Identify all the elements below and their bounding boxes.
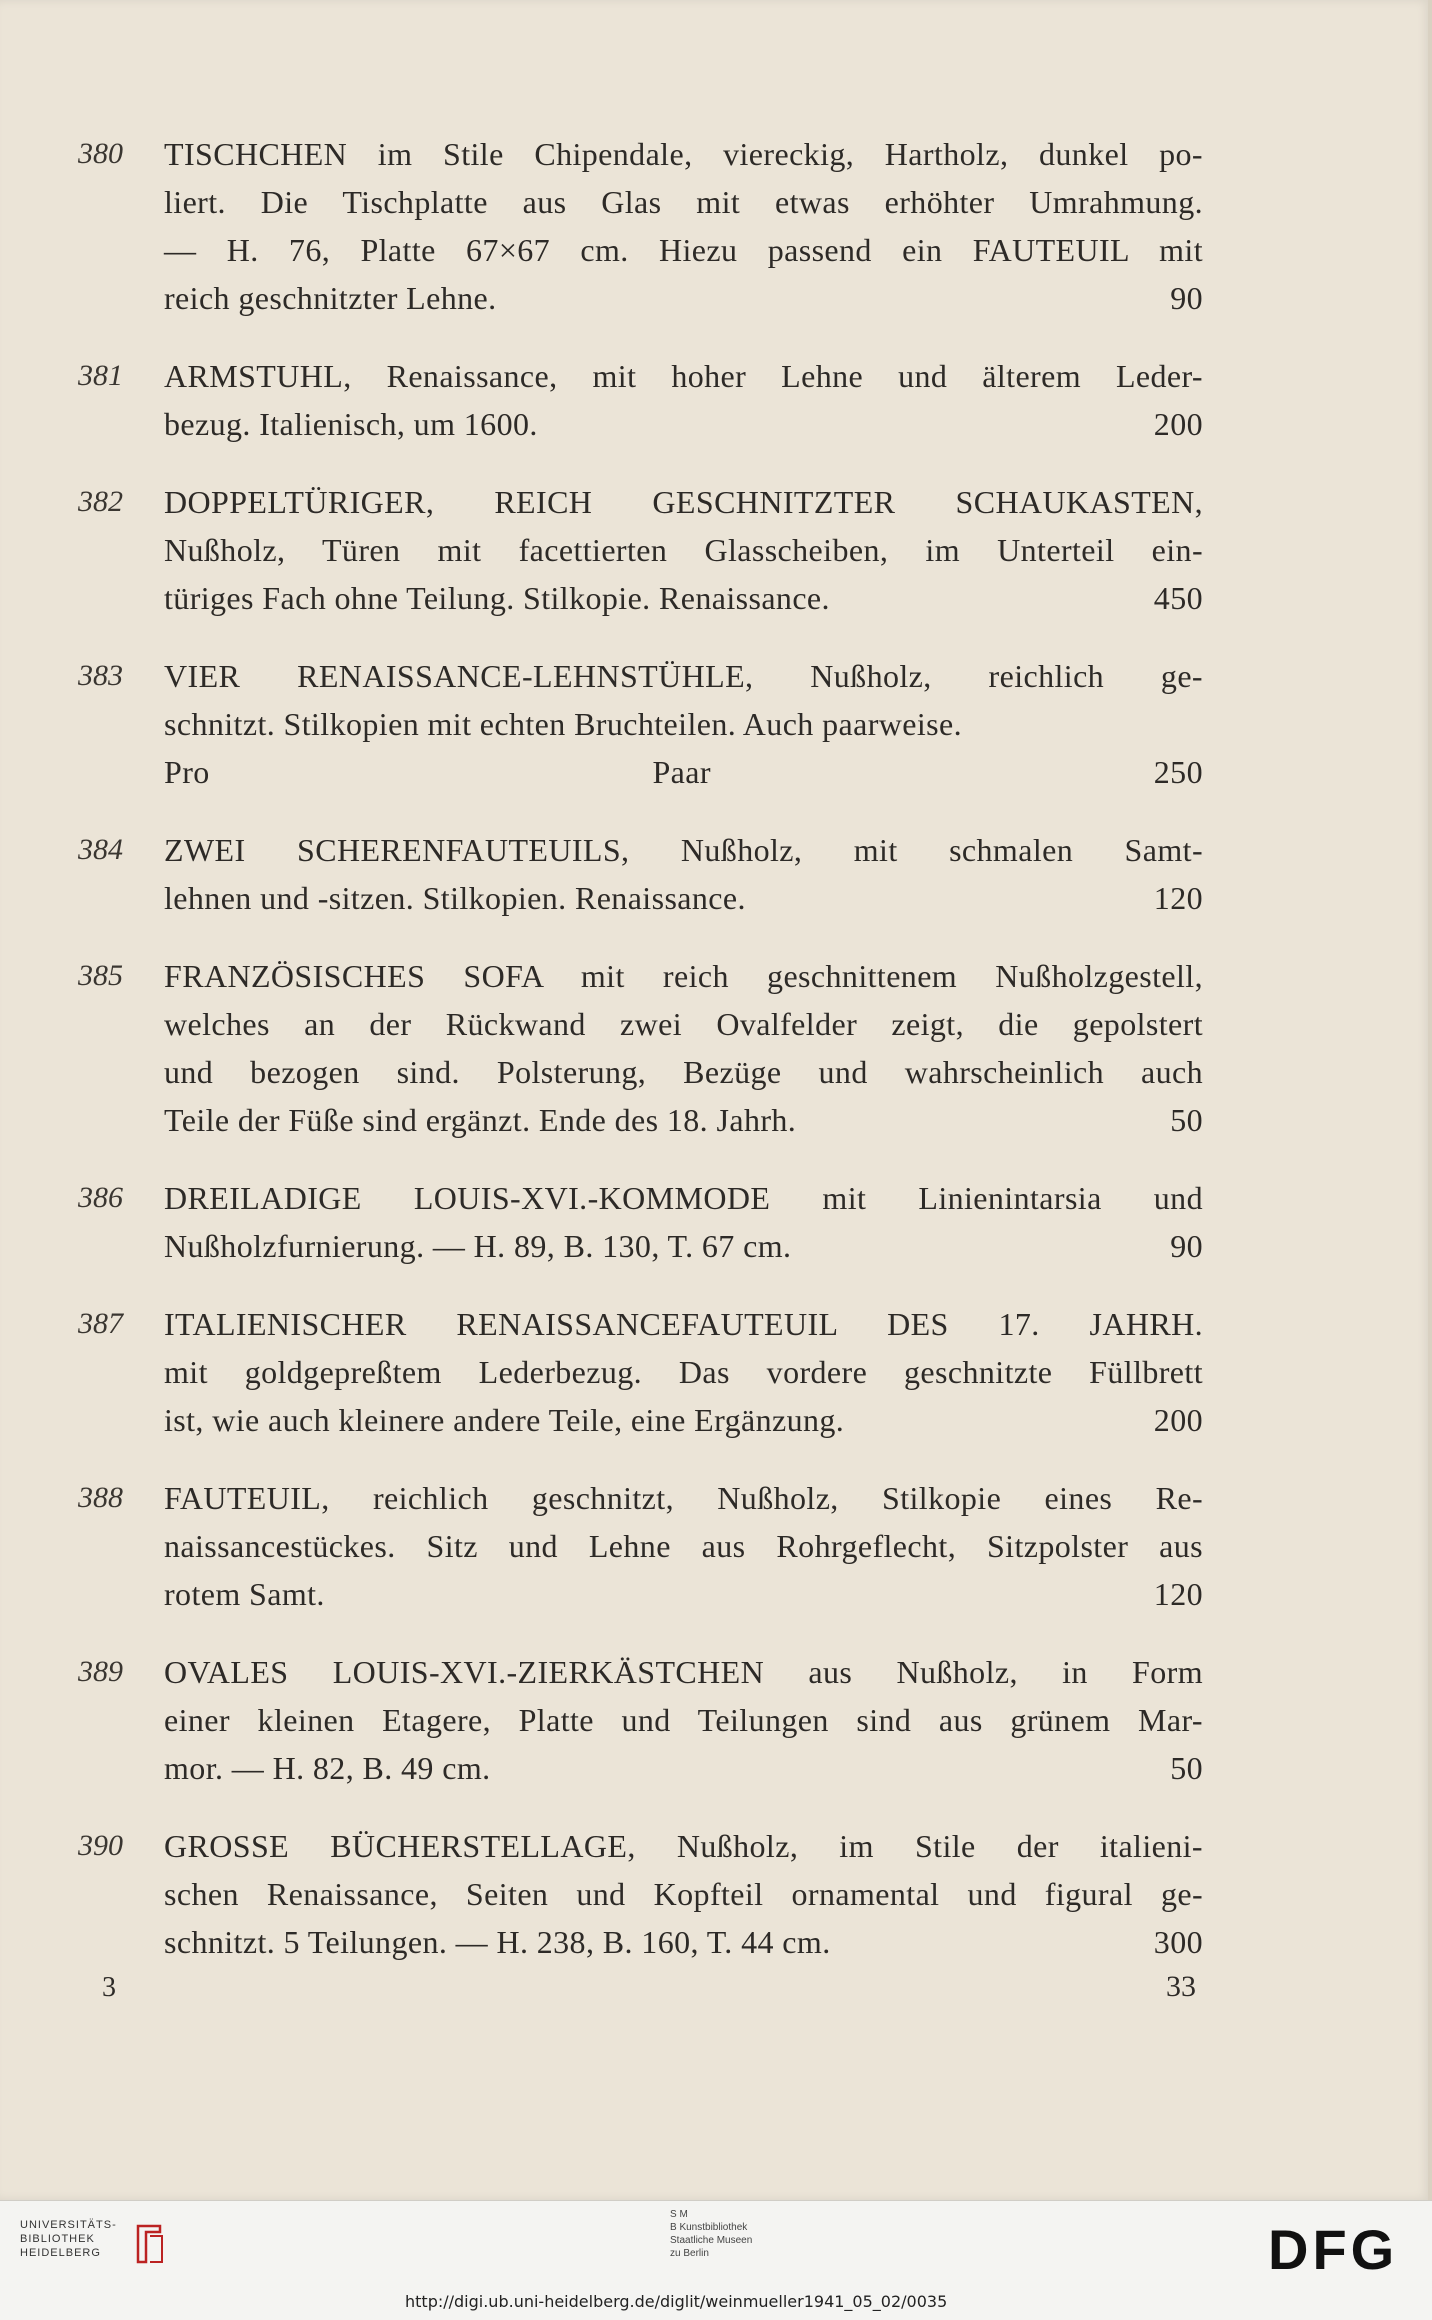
description-line: ist, wie auch kleinere andere Teile, eine Ergänzung. <box>164 1402 845 1438</box>
description-line: VIER RENAISSANCE-LEHNSTÜHLE, Nußholz, reichlich ge- <box>164 658 1203 694</box>
entry-price: 50 <box>1170 1750 1203 1786</box>
description-last-line <box>164 1744 1203 1792</box>
description-line: — H. 76, Platte 67×67 cm. Hiezu passend ein FAUTEUIL mit <box>164 232 1203 268</box>
entry-price-per-pair: Pro Paar 250 <box>164 754 1203 790</box>
description-line: Nußholzfurnierung. — H. 89, B. 130, T. 67 cm. <box>164 1228 792 1264</box>
entry-description <box>164 1300 1203 1444</box>
entry-number: 388 <box>78 1481 123 1514</box>
university-emblem-icon <box>132 2222 166 2266</box>
university-logo-line: HEIDELBERG <box>20 2247 101 2259</box>
entry-price: 90 <box>1170 280 1203 316</box>
entry-description <box>164 652 1203 796</box>
catalog-entry <box>78 652 1203 796</box>
stamp-line: B Kunstbibliothek <box>670 2222 748 2233</box>
description-line: lehnen und -sitzen. Stilkopien. Renaissance. <box>164 880 746 916</box>
description-line: Nußholz, Türen mit facettierten Glasscheiben, im Unterteil ein- <box>164 532 1203 568</box>
description-line: und bezogen sind. Polsterung, Bezüge und wahrscheinlich auch <box>164 1054 1203 1090</box>
entry-description <box>164 1822 1203 1966</box>
entry-price: 450 <box>1153 580 1203 616</box>
catalog-entry <box>78 478 1203 622</box>
entry-number: 385 <box>78 959 123 992</box>
description-line: schen Renaissance, Seiten und Kopfteil ornamental und figural ge- <box>164 1876 1203 1912</box>
description-line: türiges Fach ohne Teilung. Stilkopie. Renaissance. <box>164 580 830 616</box>
entry-number: 387 <box>78 1307 123 1340</box>
description-line: bezug. Italienisch, um 1600. <box>164 406 538 442</box>
description-line: liert. Die Tischplatte aus Glas mit etwas erhöhter Umrahmung. <box>164 184 1203 220</box>
description-line: einer kleinen Etagere, Platte und Teilungen sind aus grünem Mar- <box>164 1702 1203 1738</box>
entry-number: 380 <box>78 137 123 170</box>
description-last-line <box>164 274 1203 322</box>
entry-price: 200 <box>1153 406 1203 442</box>
description-last-line <box>164 874 1203 922</box>
description-line: GROSSE BÜCHERSTELLAGE, Nußholz, im Stile der italieni- <box>164 1828 1203 1864</box>
description-last-line <box>164 700 1203 748</box>
description-last-line <box>164 1570 1203 1618</box>
description-line: ARMSTUHL, Renaissance, mit hoher Lehne und älterem Leder- <box>164 358 1203 394</box>
museum-stamp <box>670 2208 752 2260</box>
stamp-line: S M <box>670 2209 688 2220</box>
entry-number: 381 <box>78 359 123 392</box>
entry-description <box>164 1474 1203 1618</box>
signature-mark: 3 <box>102 1972 116 2003</box>
description-line: schnitzt. 5 Teilungen. — H. 238, B. 160, T. 44 cm. <box>164 1924 831 1960</box>
description-line: DOPPELTÜRIGER, REICH GESCHNITZTER SCHAUKASTEN, <box>164 484 1203 520</box>
entry-price: 200 <box>1153 1402 1203 1438</box>
catalog-entry <box>78 826 1203 922</box>
entry-number: 386 <box>78 1181 123 1214</box>
entry-description <box>164 952 1203 1144</box>
catalog-entries <box>78 130 1203 1996</box>
catalog-entry <box>78 1174 1203 1270</box>
entry-number: 382 <box>78 485 123 518</box>
description-last-line <box>164 1222 1203 1270</box>
description-line: Teile der Füße sind ergänzt. Ende des 18. Jahrh. <box>164 1102 797 1138</box>
entry-price: 120 <box>1153 1576 1203 1612</box>
description-line: schnitzt. Stilkopien mit echten Bruchteilen. Auch paarweise. <box>164 706 963 742</box>
page-number: 33 <box>1166 1970 1196 2003</box>
university-library-logo[interactable] <box>20 2218 150 2260</box>
catalog-entry <box>78 1300 1203 1444</box>
description-last-line <box>164 1396 1203 1444</box>
description-last-line <box>164 1918 1203 1966</box>
description-line: ITALIENISCHER RENAISSANCEFAUTEUIL DES 17. JAHRH. <box>164 1306 1203 1342</box>
description-line: mit goldgepreßtem Lederbezug. Das vordere geschnitzte Füllbrett <box>164 1354 1203 1390</box>
permalink-url[interactable]: http://digi.ub.uni-heidelberg.de/diglit/weinmueller1941_05_02/0035 <box>405 2292 948 2311</box>
entry-description <box>164 1648 1203 1792</box>
entry-price: 300 <box>1153 1924 1203 1960</box>
description-last-line <box>164 574 1203 622</box>
description-line: ZWEI SCHERENFAUTEUILS, Nußholz, mit schmalen Samt- <box>164 832 1203 868</box>
description-line: naissancestückes. Sitz und Lehne aus Rohrgeflecht, Sitzpolster aus <box>164 1528 1203 1564</box>
description-line: reich geschnitzter Lehne. <box>164 280 497 316</box>
catalog-entry <box>78 1474 1203 1618</box>
description-line: OVALES LOUIS-XVI.-ZIERKÄSTCHEN aus Nußholz, in Form <box>164 1654 1203 1690</box>
description-last-line <box>164 1096 1203 1144</box>
description-line: FAUTEUIL, reichlich geschnitzt, Nußholz, Stilkopie eines Re- <box>164 1480 1203 1516</box>
stamp-line: Staatliche Museen <box>670 2235 753 2246</box>
university-logo-line: BIBLIOTHEK <box>20 2233 95 2245</box>
entry-number: 390 <box>78 1829 123 1862</box>
entry-description <box>164 352 1203 448</box>
entry-description <box>164 1174 1203 1270</box>
entry-description <box>164 130 1203 322</box>
catalog-entry <box>78 1648 1203 1792</box>
entry-number: 383 <box>78 659 123 692</box>
catalog-entry <box>78 952 1203 1144</box>
entry-description <box>164 826 1203 922</box>
catalog-entry <box>78 130 1203 322</box>
catalog-entry <box>78 1822 1203 1966</box>
description-line: FRANZÖSISCHES SOFA mit reich geschnittenem Nußholzgestell, <box>164 958 1203 994</box>
entry-price: 50 <box>1170 1102 1203 1138</box>
description-line: TISCHCHEN im Stile Chipendale, viereckig, Hartholz, dunkel po- <box>164 136 1203 172</box>
entry-price: 120 <box>1153 880 1203 916</box>
description-last-line <box>164 400 1203 448</box>
dfg-logo[interactable]: DFG <box>1268 2218 1399 2281</box>
university-logo-line: UNIVERSITÄTS- <box>20 2219 117 2231</box>
description-line: DREILADIGE LOUIS-XVI.-KOMMODE mit Linienintarsia und <box>164 1180 1203 1216</box>
page-edge <box>1428 0 1432 2200</box>
entry-price: 90 <box>1170 1228 1203 1264</box>
description-line: mor. — H. 82, B. 49 cm. <box>164 1750 491 1786</box>
entry-description <box>164 478 1203 622</box>
description-line: rotem Samt. <box>164 1576 325 1612</box>
description-line: welches an der Rückwand zwei Ovalfelder zeigt, die gepolstert <box>164 1006 1203 1042</box>
entry-number: 389 <box>78 1655 123 1688</box>
catalog-entry <box>78 352 1203 448</box>
stamp-line: zu Berlin <box>670 2248 709 2259</box>
entry-number: 384 <box>78 833 123 866</box>
